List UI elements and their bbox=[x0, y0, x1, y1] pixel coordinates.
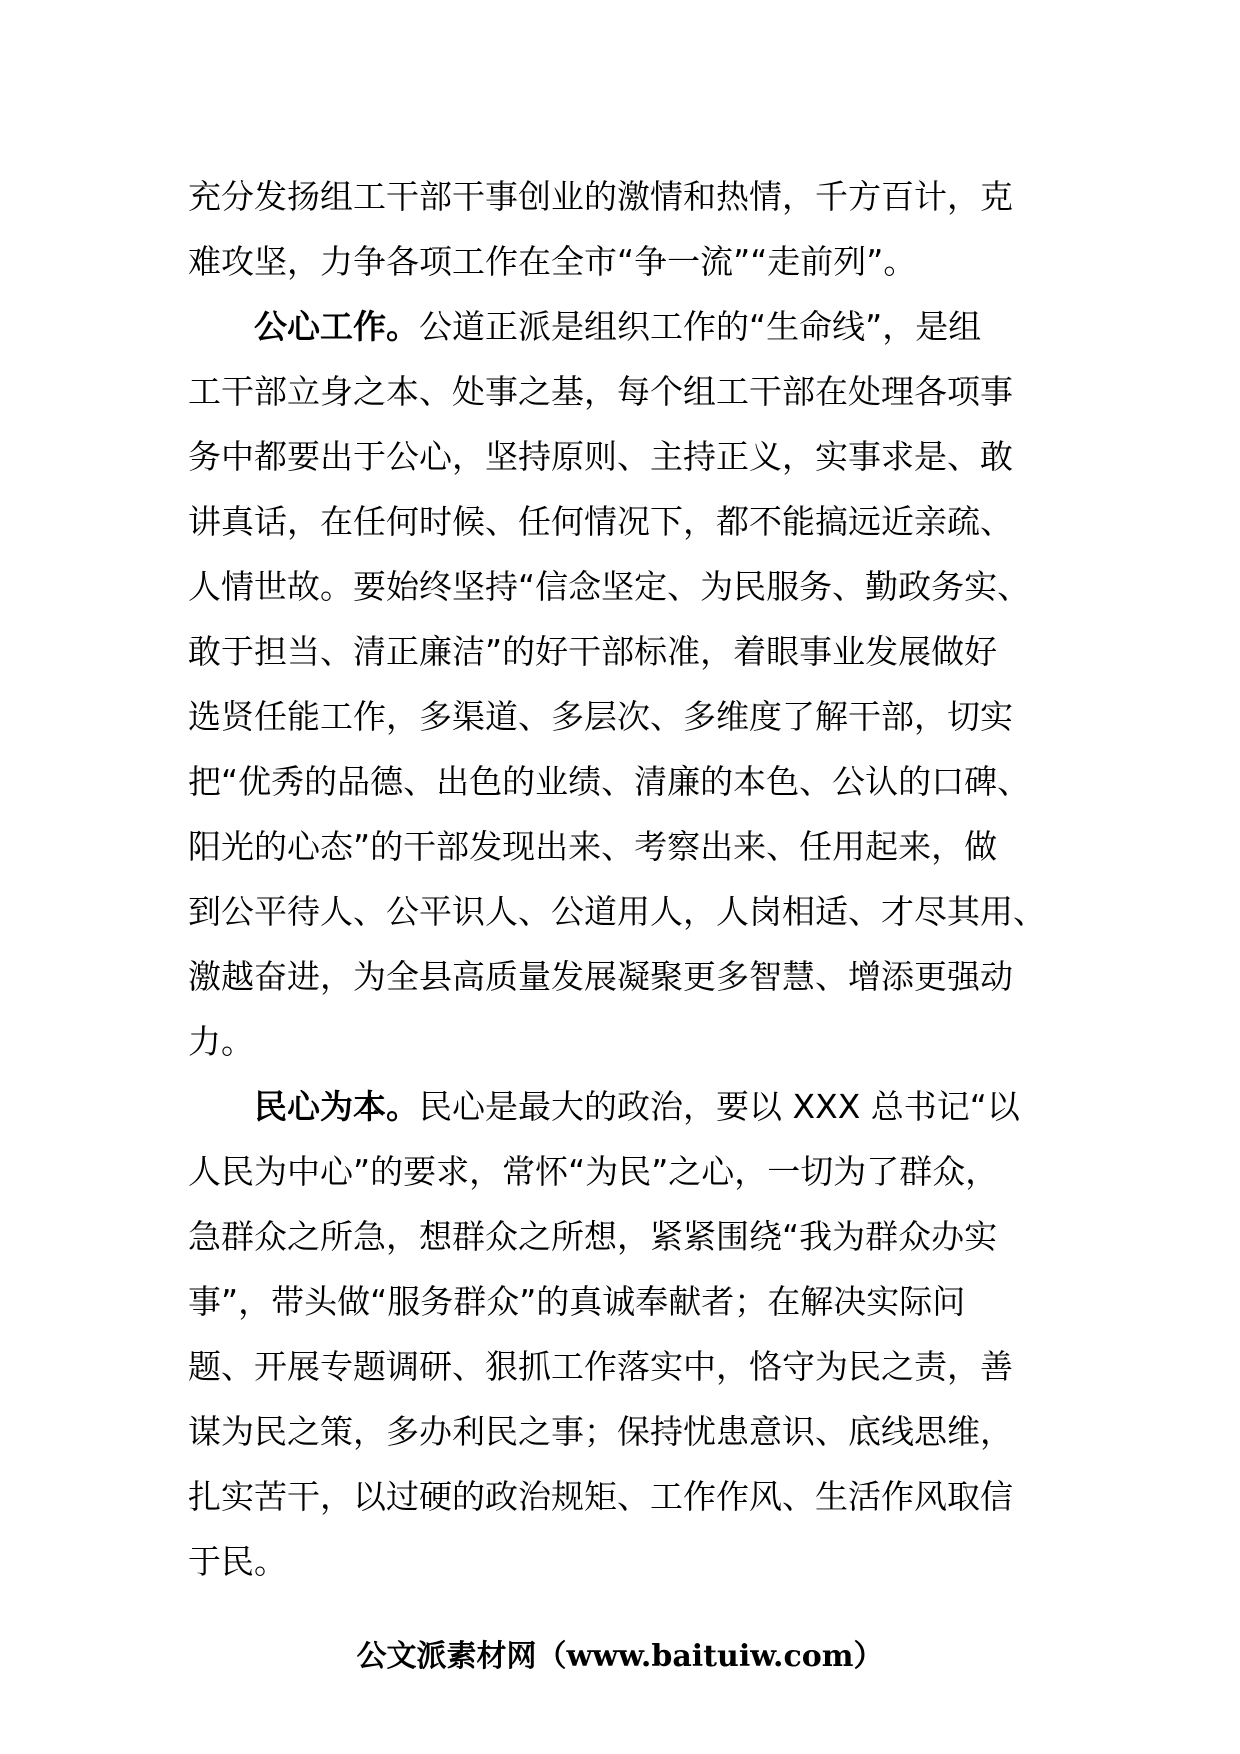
text-line: 急群众之所急，想群众之所想，紧紧围绕“我为群众办实 bbox=[188, 1217, 998, 1256]
text-line: 扎实苦干，以过硬的政治规矩、工作作风、生活作风取信 bbox=[188, 1477, 1013, 1516]
text-line: 题、开展专题调研、狠抓工作落实中，恪守为民之责，善 bbox=[188, 1347, 1013, 1386]
paragraph bbox=[188, 1074, 1058, 1594]
text-line: 务中都要出于公心，坚持原则、主持正义，实事求是、敢 bbox=[188, 437, 1013, 476]
text-line: 人情世故。要始终坚持“信念坚定、为民服务、勤政务实、 bbox=[188, 567, 1031, 606]
text-line: 敢于担当、清正廉洁”的好干部标准，着眼事业发展做好 bbox=[188, 632, 998, 671]
text-line bbox=[188, 1074, 1058, 1139]
paragraph-lead: 民心为本。 bbox=[254, 1087, 419, 1126]
paragraph-lead: 公心工作。 bbox=[254, 307, 419, 346]
text-line: 工干部立身之本、处事之基，每个组工干部在处理各项事 bbox=[188, 372, 1013, 411]
text-line: 到公平待人、公平识人、公道用人，人岗相适、才尽其用、 bbox=[188, 892, 1046, 931]
document-body bbox=[188, 164, 1058, 1594]
text-line: 充分发扬组工干部干事创业的激情和热情，千方百计，克 bbox=[188, 177, 1013, 216]
text-fragment: 公道正派是组织工作的“生命线”，是组 bbox=[419, 307, 982, 346]
text-line: 选贤任能工作，多渠道、多层次、多维度了解干部，切实 bbox=[188, 697, 1013, 736]
text-line: 难攻坚，力争各项工作在全市“争一流”“走前列”。 bbox=[188, 242, 917, 281]
text-line: 把“优秀的品德、出色的业绩、清廉的本色、公认的口碑、 bbox=[188, 762, 1031, 801]
text-line: 于民。 bbox=[188, 1542, 287, 1581]
text-line: 激越奋进，为全县高质量发展凝聚更多智慧、增添更强动 bbox=[188, 957, 1013, 996]
text-line: 讲真话，在任何时候、任何情况下，都不能搞远近亲疏、 bbox=[188, 502, 1013, 541]
text-fragment: 民心是最大的政治，要以 XXX 总书记“以 bbox=[419, 1087, 1020, 1126]
text-line: 人民为中心”的要求，常怀“为民”之心，一切为了群众， bbox=[188, 1152, 999, 1191]
page-footer: 公文派素材网（www.baituiw.com） bbox=[356, 1639, 884, 1674]
text-line: 阳光的心态”的干部发现出来、考察出来、任用起来，做 bbox=[188, 827, 998, 866]
paragraph bbox=[188, 164, 1058, 294]
paragraph bbox=[188, 294, 1058, 1074]
text-line: 事”，带头做“服务群众”的真诚奉献者；在解决实际问 bbox=[188, 1282, 966, 1321]
text-line: 力。 bbox=[188, 1022, 254, 1061]
text-line bbox=[188, 294, 1058, 359]
text-line: 谋为民之策，多办利民之事；保持忧患意识、底线思维， bbox=[188, 1412, 1013, 1451]
